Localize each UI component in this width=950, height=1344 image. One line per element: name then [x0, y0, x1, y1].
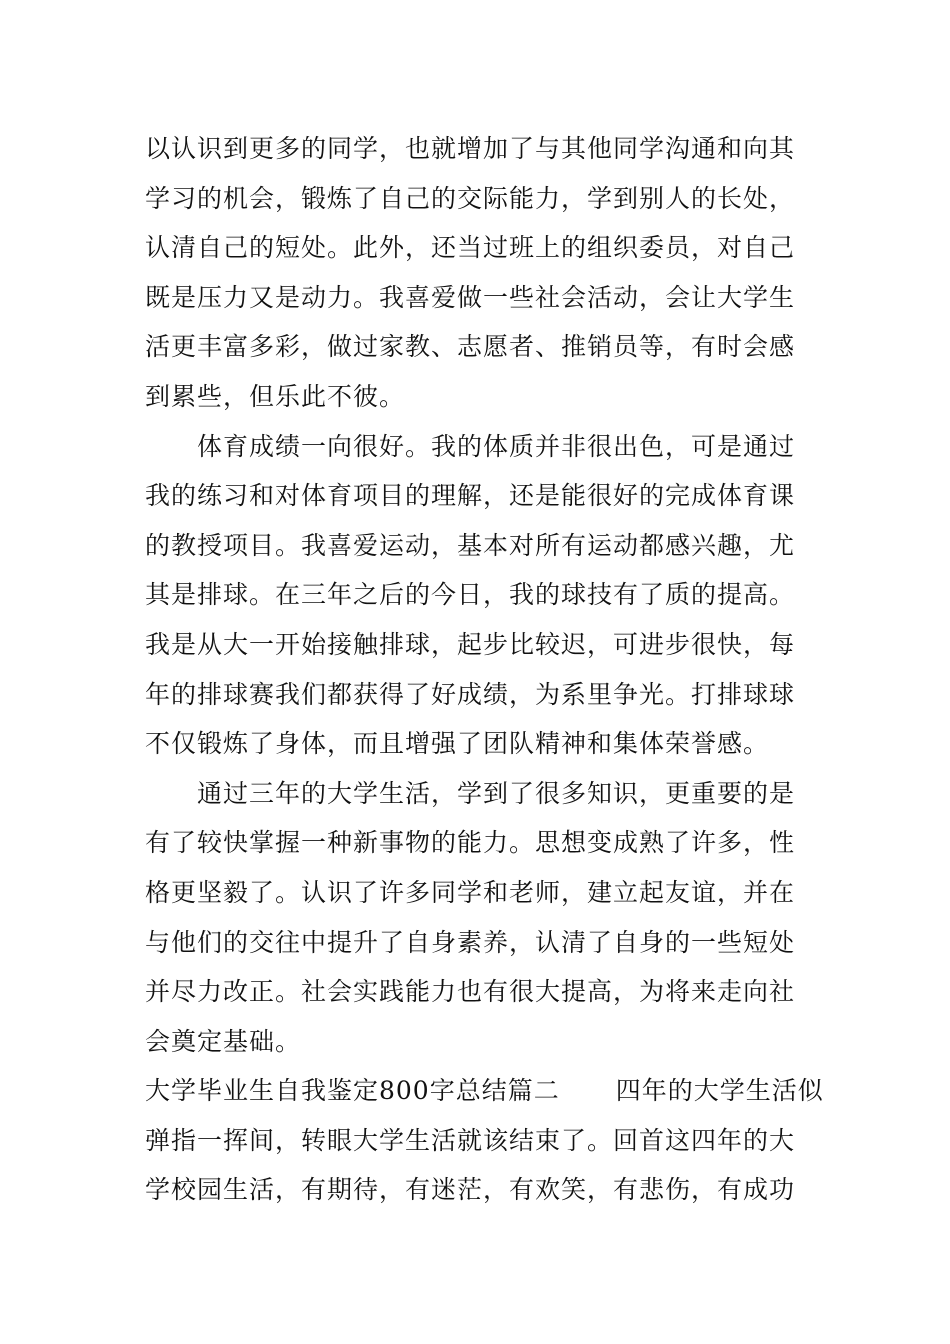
paragraph-3 [145, 769, 825, 1067]
text-line: 格更坚毅了。认识了许多同学和老师，建立起友谊，并在 [145, 877, 796, 907]
text-line: 体育成绩一向很好。我的体质并非很出色，可是通过 [197, 431, 796, 461]
text-line: 以认识到更多的同学，也就增加了与其他同学沟通和向其 [145, 134, 796, 163]
text-line: 的教授项目。我喜爱运动，基本对所有运动都感兴趣，尤 [145, 530, 796, 560]
text-line: 弹指一挥间，转眼大学生活就该结束了。回首这四年的大 [145, 1125, 796, 1155]
section-heading-line [145, 1066, 825, 1116]
text-line: 年的排球赛我们都获得了好成绩，为系里争光。打排球球 [145, 679, 796, 709]
text-line: 认清自己的短处。此外，还当过班上的组织委员，对自己 [145, 233, 796, 263]
text-line: 活更丰富多彩，做过家教、志愿者、推销员等，有时会感 [145, 332, 796, 362]
paragraph-2 [145, 422, 825, 769]
text-line: 既是压力又是动力。我喜爱做一些社会活动，会让大学生 [145, 282, 796, 312]
text-run: 四年的大学生活似 [615, 1076, 824, 1106]
section-heading: 大学毕业生自我鉴定800字总结篇二 [145, 1076, 560, 1106]
text-line: 会奠定基础。 [145, 1026, 302, 1056]
section-2 [145, 1066, 825, 1215]
document-body [145, 124, 825, 1215]
text-line: 到累些，但乐此不彼。 [145, 381, 406, 411]
text-line: 有了较快掌握一种新事物的能力。思想变成熟了许多，性 [145, 828, 796, 858]
text-line: 我是从大一开始接触排球，起步比较迟，可进步很快，每 [145, 629, 796, 659]
text-line: 学校园生活，有期待，有迷茫，有欢笑，有悲伤，有成功 [145, 1175, 796, 1205]
text-line: 与他们的交往中提升了自身素养，认清了自身的一些短处 [145, 927, 796, 957]
text-line: 我的练习和对体育项目的理解，还是能很好的完成体育课 [145, 481, 796, 511]
text-line: 其是排球。在三年之后的今日，我的球技有了质的提高。 [145, 580, 796, 610]
text-line: 不仅锻炼了身体，而且增强了团队精神和集体荣誉感。 [145, 729, 770, 759]
text-line: 通过三年的大学生活，学到了很多知识，更重要的是 [197, 778, 796, 808]
paragraph-1 [145, 124, 825, 422]
text-line: 学习的机会，锻炼了自己的交际能力，学到别人的长处， [145, 183, 796, 213]
text-line: 并尽力改正。社会实践能力也有很大提高，为将来走向社 [145, 977, 796, 1007]
